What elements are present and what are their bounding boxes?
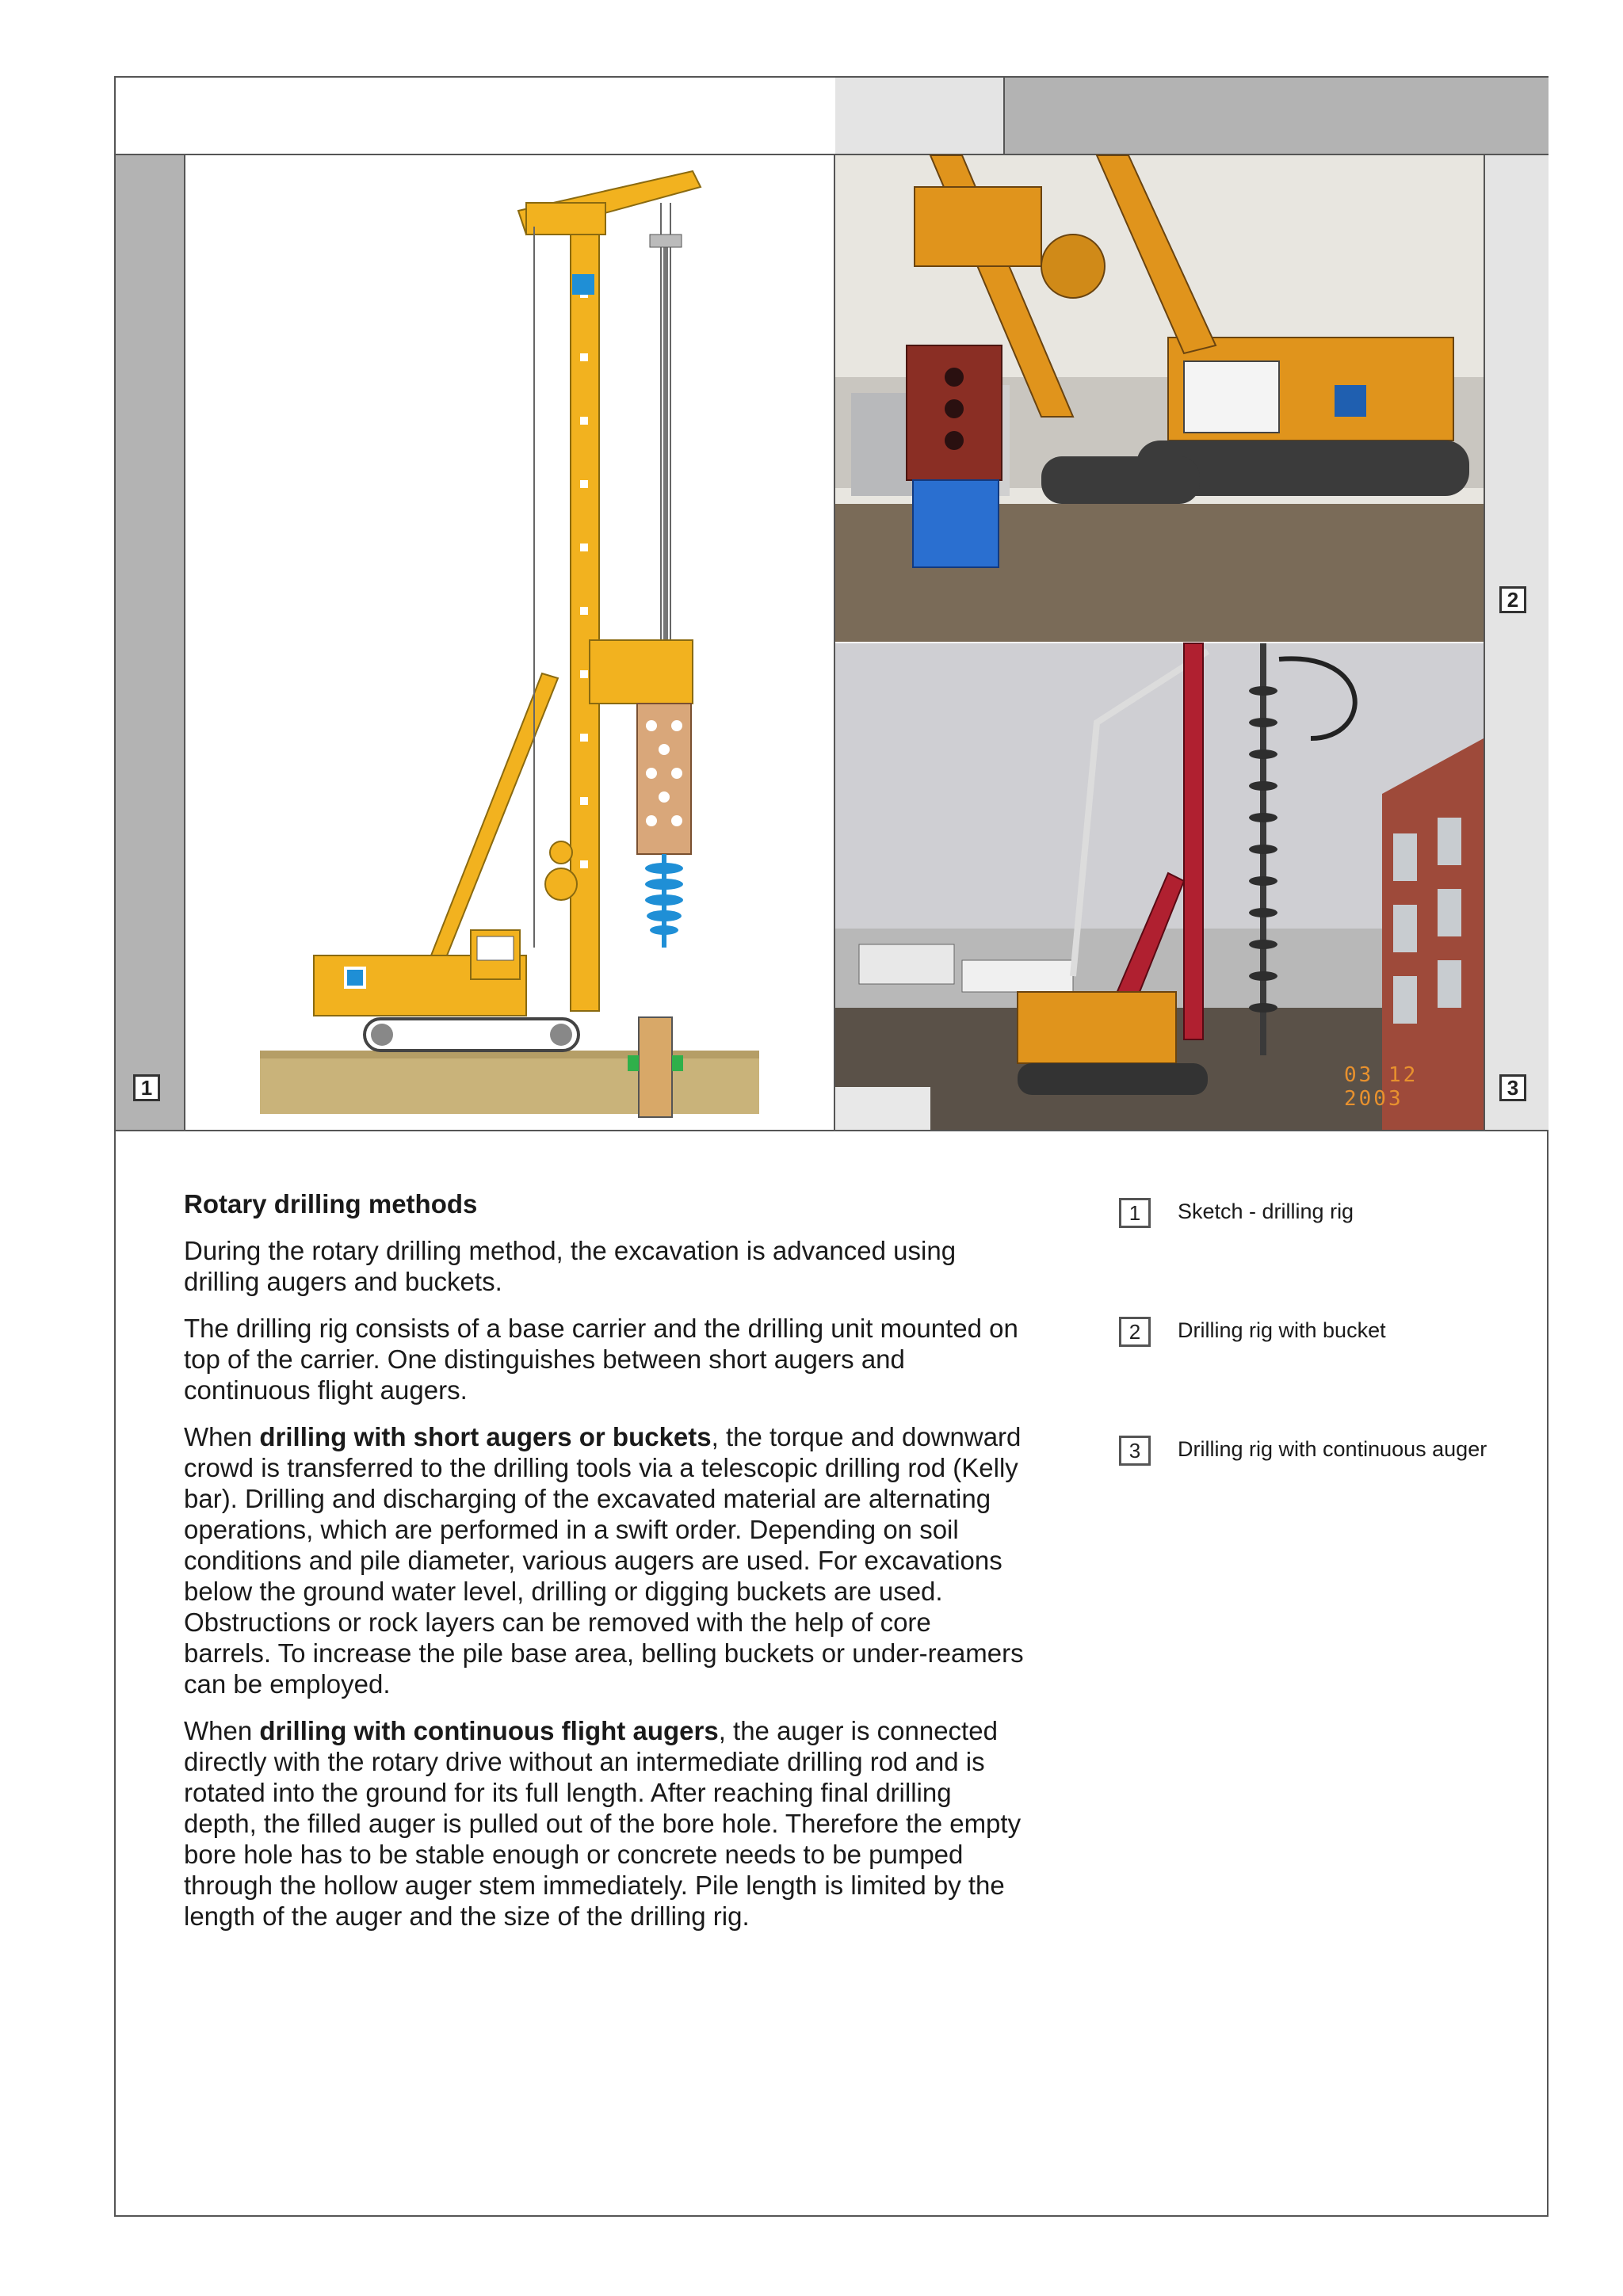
article-title: Rotary drilling methods bbox=[184, 1189, 478, 1219]
figure-row-divider bbox=[116, 1130, 1547, 1131]
left-gray-strip bbox=[116, 155, 185, 1130]
support-boom bbox=[431, 673, 558, 955]
paragraph-3-rest: , the torque and downward crowd is transferred to the drilling tools via a telescopic drilling rod (Kelly bar). Drilling and discharging of the excavated material are alternating operations, which are performed in a swift order. Depending on soil conditions and pile diameter, various augers are used. For excavations below the ground water level, drilling or digging buckets are used. Obstructions or rock layers can be removed with the help of core barrels. To increase the pile base area, belling buckets or under-reamers can be employed. bbox=[184, 1422, 1024, 1699]
figure-2-photo bbox=[835, 155, 1519, 642]
bucket-tool bbox=[637, 704, 691, 854]
ground-soil bbox=[260, 1055, 759, 1114]
caption-3-badge: 3 bbox=[1119, 1436, 1151, 1466]
figure-3-photo bbox=[835, 643, 1519, 1130]
paragraph-1: During the rotary drilling method, the excavation is advanced using drilling augers and buckets. bbox=[184, 1236, 957, 1296]
header-gray-cell bbox=[1003, 78, 1549, 155]
paragraph-2: The drilling rig consists of a base carrier and the drilling unit mounted on top of the carrier. One distinguishes between short augers and continuous flight augers. bbox=[184, 1314, 1018, 1405]
paragraph-3 bbox=[184, 1421, 1024, 1699]
caption-2-badge: 2 bbox=[1119, 1317, 1151, 1347]
figure-1-sketch bbox=[185, 155, 835, 1130]
pile-casing bbox=[639, 1017, 672, 1117]
paragraph-4 bbox=[184, 1715, 1024, 1932]
figure-1-badge: 1 bbox=[133, 1074, 160, 1101]
paragraph-4-rest: , the auger is connected directly with the rotary drive without an intermediate drilling rod and is rotated into the ground for its full length. After reaching final drilling depth, the filled auger is pulled out of the bore hole. Therefore the empty bore hole has to be stable enough or concrete needs to be pumped through the hollow auger stem immediately. Pile length is limited by the length of the auger and the size of the drilling rig. bbox=[184, 1716, 1022, 1931]
rig-with-bucket-photo bbox=[835, 155, 1484, 642]
caption-3-text: Drilling rig with continuous auger bbox=[1178, 1437, 1487, 1461]
caption-1-badge: 1 bbox=[1119, 1198, 1151, 1228]
drilling-rig-sketch-image bbox=[185, 155, 834, 1130]
figure-3-badge: 3 bbox=[1499, 1074, 1526, 1101]
caption-1-text: Sketch - drilling rig bbox=[1178, 1199, 1354, 1223]
header-light-cell bbox=[835, 78, 1003, 155]
header-blank-cell bbox=[116, 78, 837, 155]
paragraph-4-prefix: When bbox=[184, 1716, 260, 1745]
rotary-drive bbox=[590, 640, 693, 704]
photo-date-stamp: 03 12 2003 bbox=[1344, 1063, 1419, 1111]
paragraph-4-bold: drilling with continuous flight augers bbox=[259, 1716, 719, 1745]
right-light-strip bbox=[1484, 155, 1549, 1130]
crawler-track bbox=[365, 1019, 579, 1051]
article-body bbox=[184, 1188, 1024, 1947]
paragraph-3-bold: drilling with short augers or buckets bbox=[259, 1422, 712, 1451]
rig-with-continuous-auger-photo bbox=[835, 643, 1484, 1130]
paragraph-3-prefix: When bbox=[184, 1422, 260, 1451]
figure-2-badge: 2 bbox=[1499, 586, 1526, 613]
caption-2-text: Drilling rig with bucket bbox=[1178, 1318, 1386, 1342]
